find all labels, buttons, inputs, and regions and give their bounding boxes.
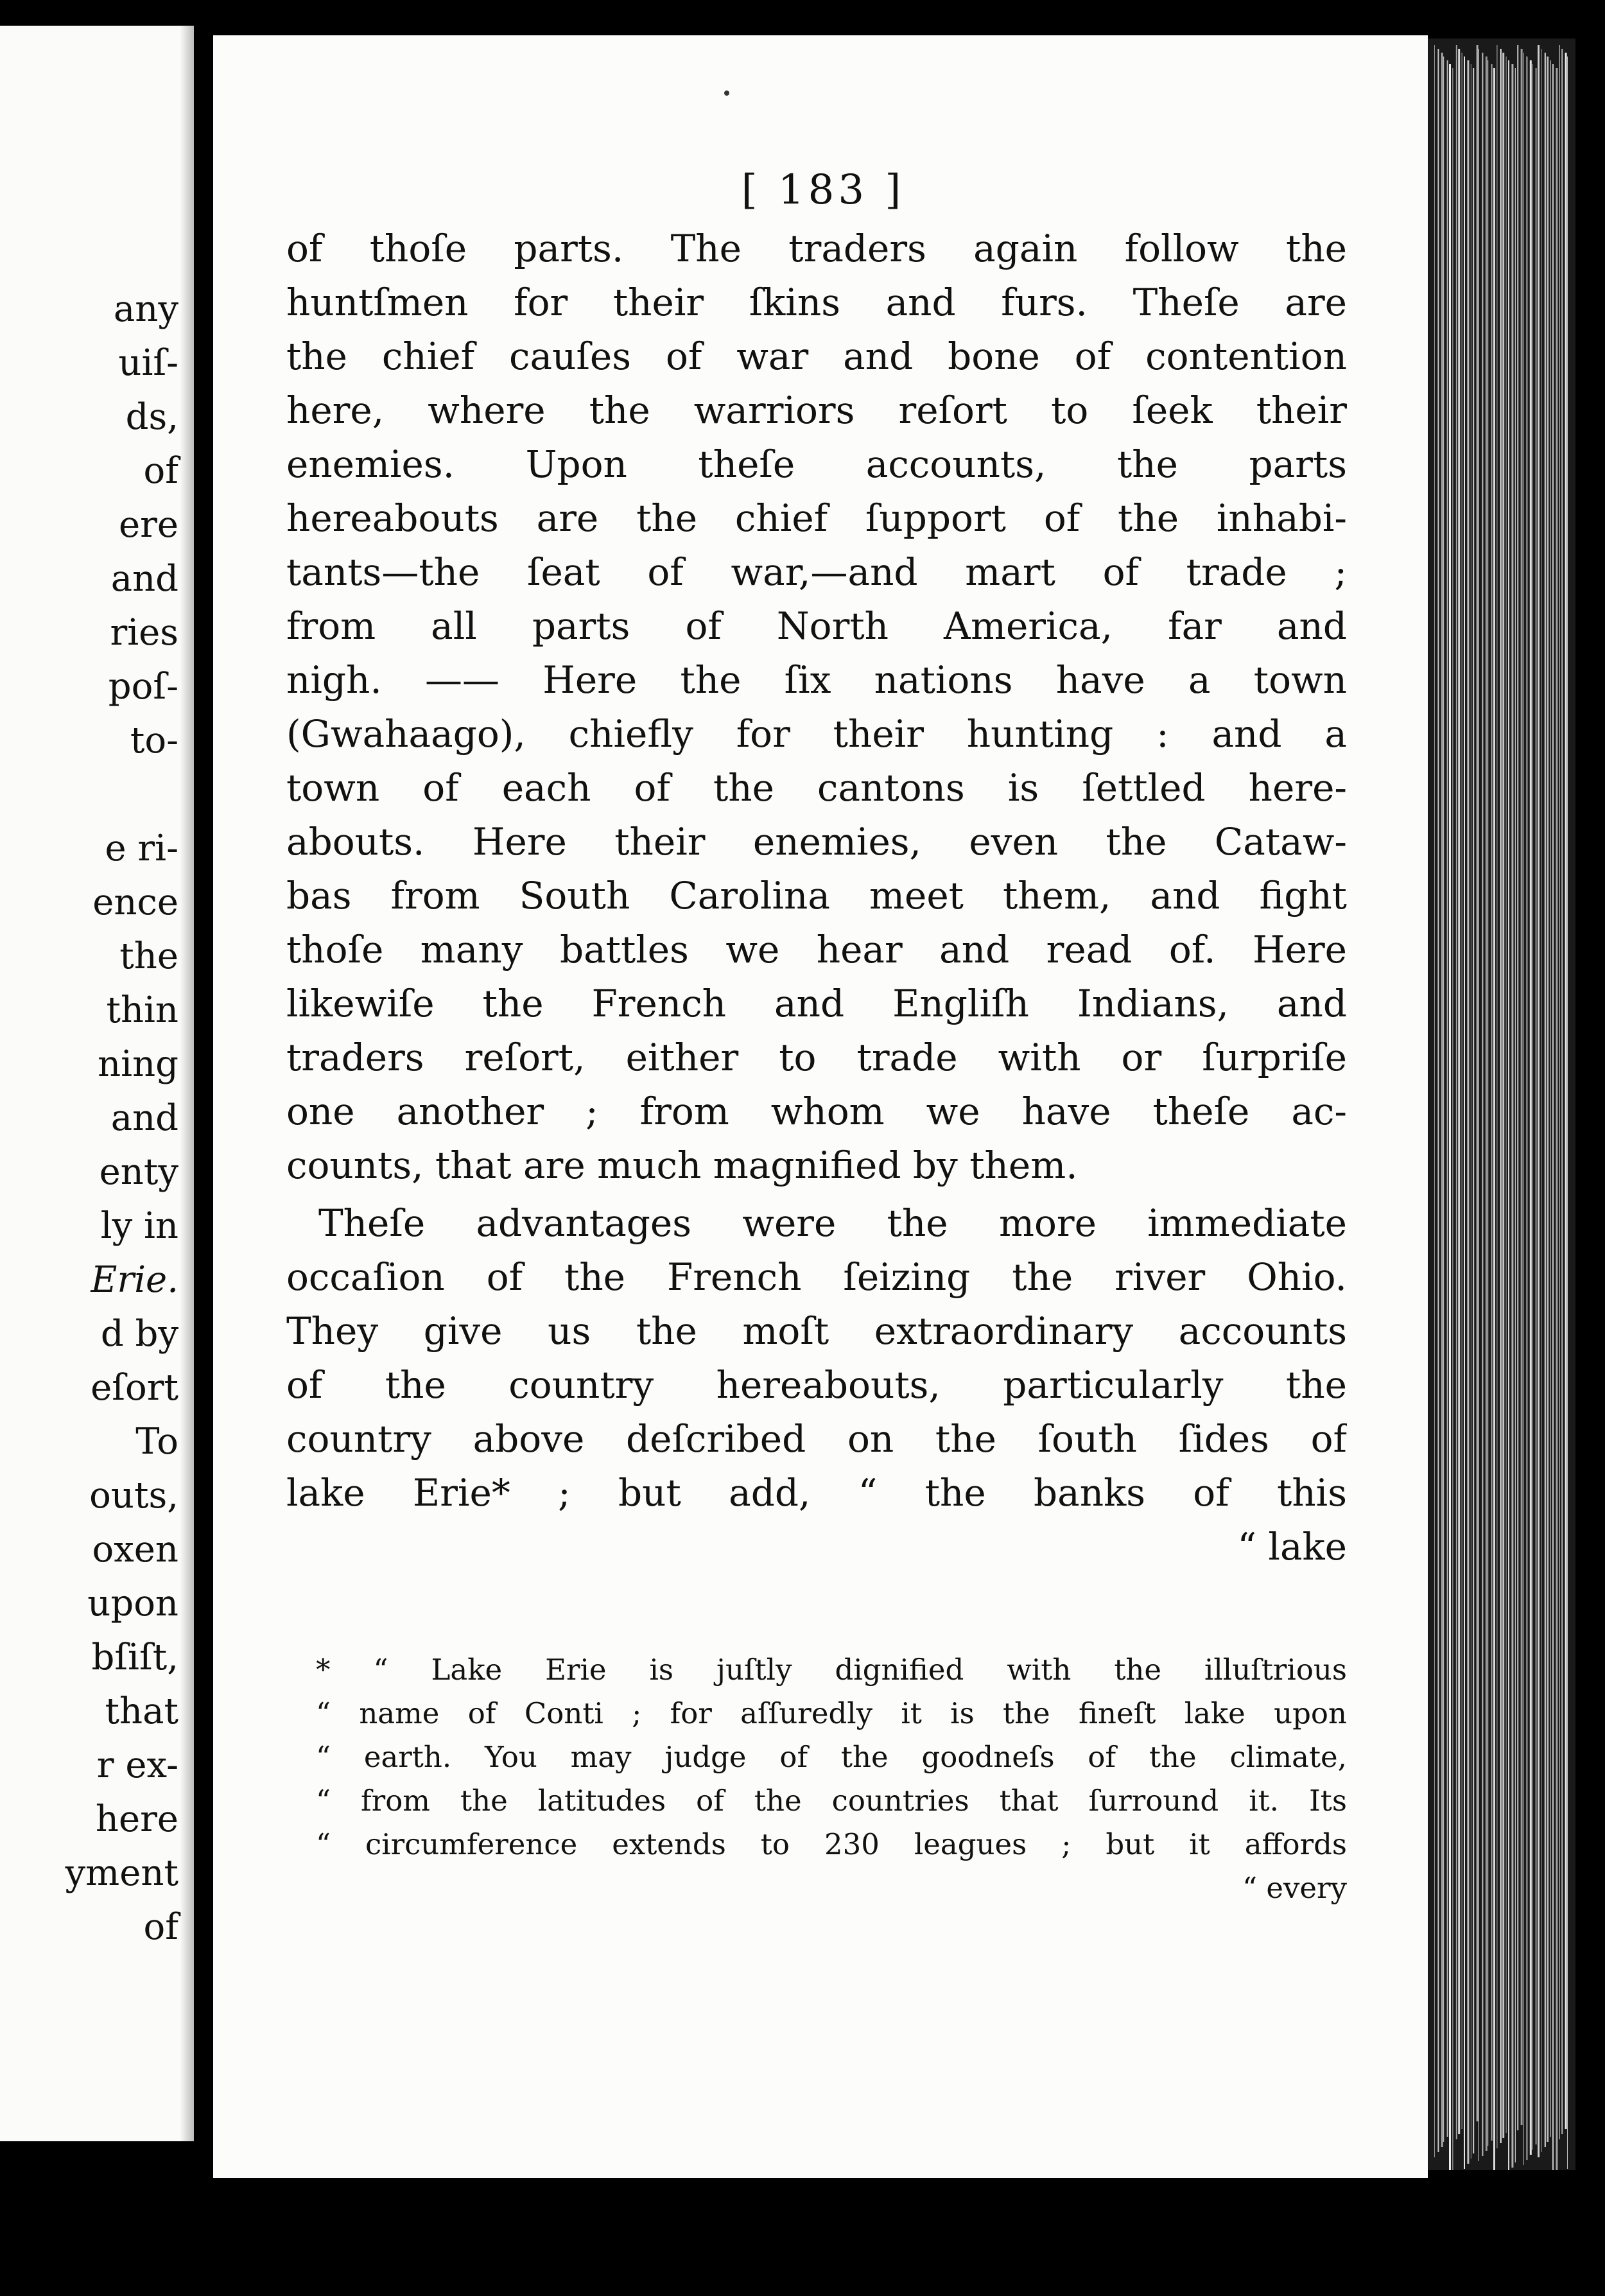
body-line: of the country hereabouts, particularly the: [286, 1363, 1347, 1407]
body-line: nigh. —— Here the ſix nations have a town: [286, 658, 1347, 702]
book-fore-edge: [1428, 39, 1575, 2170]
page-edge-stripe: [1547, 57, 1549, 2142]
catchword: “ lake: [1237, 1525, 1347, 1569]
page-edge-stripe: [1437, 49, 1439, 2152]
facing-page-fragment: ning: [98, 1043, 178, 1085]
facing-page-fragment: Erie.: [91, 1259, 178, 1301]
facing-page-fragment: To: [135, 1421, 178, 1463]
body-line: enemies. Upon theſe accounts, the parts: [286, 442, 1347, 486]
facing-page-fragment: and: [110, 1097, 178, 1139]
body-line: of thoſe parts. The traders again follow the: [286, 227, 1347, 270]
body-line: country above deſcribed on the ſouth ſides of: [286, 1417, 1347, 1461]
body-line: lake Erie* ; but add, “ the banks of this: [286, 1471, 1347, 1515]
footnote-line: “ circumference extends to 230 leagues ; but it affords: [316, 1827, 1347, 1861]
footnote-line: “ name of Conti ; for aſſuredly it is the fineſt lake upon: [316, 1696, 1347, 1730]
page-edge-stripe: [1500, 49, 1502, 2143]
page-edge-stripe: [1473, 68, 1474, 2153]
facing-page-fragment: thin: [106, 989, 178, 1031]
facing-page-fragment: ence: [92, 882, 178, 923]
facing-page-fragment: r ex-: [96, 1744, 178, 1786]
page-edge-stripe: [1538, 45, 1540, 2157]
page-edge-stripe: [1443, 57, 1444, 2142]
facing-page-fragment: eſort: [91, 1367, 178, 1409]
page-edge-stripe: [1517, 45, 1518, 2130]
facing-page-fragment: to-: [130, 720, 178, 761]
page-edge-stripe: [1565, 53, 1567, 2129]
body-line: one another ; from whom we have theſe ac-: [286, 1090, 1347, 1133]
body-line: Theſe advantages were the more immediate: [318, 1201, 1347, 1245]
body-line: huntſmen for their ſkins and furs. Theſe are: [286, 281, 1347, 324]
facing-page-fragment: upon: [87, 1583, 178, 1624]
body-line: They give us the moſt extraordinary accounts: [286, 1309, 1347, 1353]
body-line: traders reſort, either to trade with or ſurpriſe: [286, 1036, 1347, 1079]
facing-page-fragment: that: [105, 1691, 178, 1732]
page-edge-stripe: [1521, 49, 1523, 2125]
page-edge-stripe: [1526, 57, 1527, 2160]
footnote-line: * “ Lake Erie is juſtly dignified with the illuſtrious: [316, 1653, 1347, 1687]
page-edge-stripe: [1491, 64, 1493, 2141]
facing-page-fragment: bſiſt,: [91, 1637, 178, 1678]
facing-page-fragment: any: [113, 288, 178, 330]
ink-speck: [724, 91, 729, 96]
footnote-catchword: “ every: [1242, 1871, 1347, 1905]
page-edge-stripe: [1559, 45, 1560, 2139]
page-edge-stripe: [1508, 60, 1509, 2170]
body-line: from all parts of North America, far and: [286, 604, 1347, 648]
page-edge-stripe: [1467, 60, 1469, 2164]
facing-page-fragment: of: [143, 1906, 178, 1948]
facing-page-fragment: ds,: [125, 396, 178, 438]
facing-page-fragment: d by: [100, 1313, 178, 1355]
page-number: [ 183 ]: [741, 166, 905, 214]
body-line: tants—the ſeat of war,—and mart of trade ;: [286, 550, 1347, 594]
facing-page-edge: [0, 26, 194, 2141]
footnote-line: “ from the latitudes of the countries that ſurround it. Its: [316, 1784, 1347, 1818]
gutter-shadow: [180, 26, 194, 2141]
body-line: hereabouts are the chief ſupport of the inhabi-: [286, 496, 1347, 540]
page-edge-stripe: [1550, 60, 1551, 2137]
facing-page-fragment: of: [143, 450, 178, 492]
body-line: (Gwahaago), chiefly for their hunting : and a: [286, 712, 1347, 756]
page-edge-stripe: [1458, 49, 1460, 2134]
facing-page-fragment: uiſ-: [118, 342, 178, 384]
page-edge-stripe: [1511, 64, 1513, 2168]
page-edge-stripe: [1567, 57, 1568, 2169]
facing-page-fragment: here: [95, 1798, 178, 1840]
page-edge-stripe: [1502, 53, 1504, 2138]
body-line: likewiſe the French and Engliſh Indians, and: [286, 982, 1347, 1025]
page-edge-stripe: [1434, 45, 1435, 2157]
facing-page-fragment: ries: [110, 612, 178, 654]
facing-page-fragment: the: [119, 935, 178, 977]
page-edge-stripe: [1447, 60, 1448, 2137]
facing-page-fragment: outs,: [89, 1475, 178, 1517]
page-edge-stripe: [1456, 45, 1457, 2139]
body-line: thoſe many battles we hear and read of. Here: [286, 928, 1347, 971]
facing-page-fragment: ere: [118, 504, 178, 546]
facing-page-fragment: yment: [65, 1852, 178, 1894]
body-line: town of each of the cantons is ſettled here-: [286, 766, 1347, 810]
page-edge-stripe: [1482, 53, 1483, 2156]
main-page: [213, 35, 1428, 2178]
body-line: the chief cauſes of war and bone of contention: [286, 335, 1347, 378]
page-edge-stripe: [1441, 53, 1443, 2147]
body-line: counts, that are much magnified by them.: [286, 1144, 1078, 1187]
facing-page-fragment: enty: [99, 1151, 178, 1193]
page-edge-stripe: [1449, 64, 1451, 2170]
facing-page-fragment: and: [110, 558, 178, 600]
facing-page-fragment: e ri-: [105, 828, 178, 869]
footnote-line: “ earth. You may judge of the goodneſs of the climate,: [316, 1740, 1347, 1774]
body-line: abouts. Here their enemies, even the Cataw-: [286, 820, 1347, 864]
body-line: bas from South Carolina meet them, and fight: [286, 874, 1347, 918]
page-edge-stripe: [1545, 53, 1546, 2147]
page-edge-stripe: [1452, 68, 1453, 2170]
page-edge-stripe: [1477, 45, 1479, 2121]
page-edge-stripe: [1493, 68, 1495, 2170]
page-edge-stripe: [1464, 57, 1465, 2169]
facing-page-fragment: oxen: [92, 1529, 178, 1570]
page-edge-stripe: [1536, 68, 1537, 2144]
body-line: here, where the warriors reſort to ſeek their: [286, 388, 1347, 432]
page-edge-stripe: [1530, 60, 1532, 2155]
facing-page-fragment: ly in: [100, 1205, 178, 1247]
body-line: occaſion of the French ſeizing the river Ohio.: [286, 1255, 1347, 1299]
page-edge-stripe: [1506, 57, 1507, 2133]
page-edge-stripe: [1561, 49, 1563, 2134]
page-edge-stripe: [1556, 68, 1557, 2170]
facing-page-fragment: poſ-: [108, 666, 178, 708]
page-edge-stripe: [1515, 68, 1516, 2162]
page-edge-stripe: [1486, 57, 1488, 2151]
page-edge-stripe: [1552, 64, 1554, 2170]
